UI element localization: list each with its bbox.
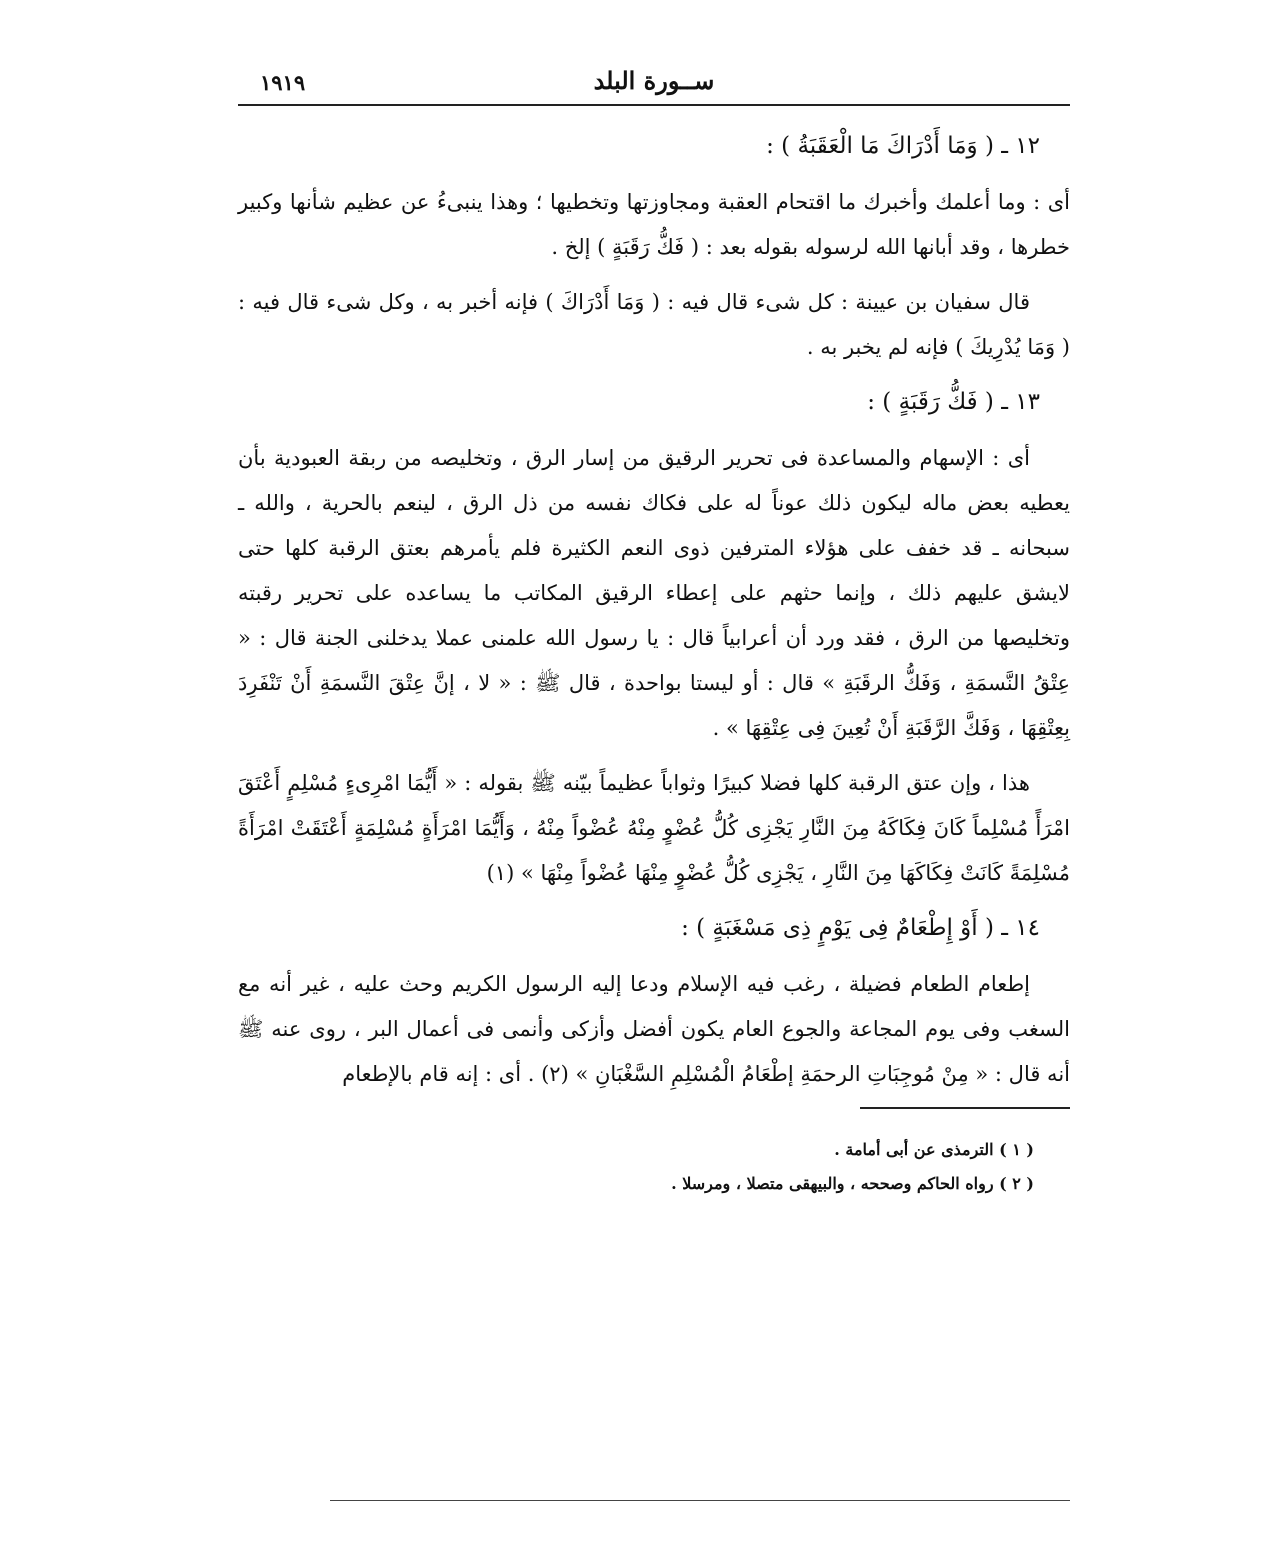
commentary-paragraph: قال سفيان بن عيينة : كل شىء قال فيه : ( وَمَا أَدْرَاكَ ) فإنه أخبر به ، وكل شىء قال فيه : ( وَمَا يُدْرِيكَ ) فإنه لم يخبر به . bbox=[238, 290, 1070, 359]
header-rule bbox=[238, 104, 1070, 106]
section-verse-14 bbox=[238, 910, 1070, 1097]
page-header bbox=[238, 60, 1070, 104]
page-number: ١٩١٩ bbox=[260, 70, 306, 95]
section-verse-13 bbox=[238, 384, 1070, 896]
book-page bbox=[238, 60, 1070, 1201]
footnotes-block bbox=[238, 1107, 1070, 1201]
commentary-paragraph: إطعام الطعام فضيلة ، رغب فيه الإسلام ودعا إليه الرسول الكريم وحث عليه ، غير أنه مع السغب وفى يوم المجاعة والجوع العام يكون أفضل وأزكى وأنمى فى أعمال البر ، روى عنه ﷺ أنه قال : « مِنْ مُوجِبَاتِ الرحمَةِ إطْعَامُ الْمُسْلِمِ السَّغْبَانِ » (٢) . أى : إنه قام بالإطعام bbox=[238, 972, 1070, 1086]
commentary-paragraph: هذا ، وإن عتق الرقبة كلها فضلا كبيرًا وثواباً عظيماً بيّنه ﷺ بقوله : « أَيُّمَا امْرِىءٍ مُسْلِمٍ أَعْتَقَ امْرَأً مُسْلِماً كَانَ فِكَاكَهُ مِنَ النَّارِ يَجْزِى كُلُّ عُضْوٍ مِنْهُ عُضْواً مِنْهُ ، وَأَيُّمَا امْرَأَةٍ مُسْلِمَةٍ أَعْتَقَتْ امْرَأَةً مُسْلِمَةً كَانَتْ فِكَاكَهَا مِنَ النَّارِ ، يَجْزِى كُلُّ عُضْوٍ مِنْهَا عُضْواً مِنْهَا » (١) bbox=[238, 771, 1070, 885]
surah-title: ســورة البلد bbox=[593, 66, 715, 95]
footnote-1: ( ١ ) الترمذى عن أبى أمامة . bbox=[834, 1140, 1034, 1159]
verse-heading: ١٣ ـ ( فَكُّ رَقَبَةٍ ) : bbox=[867, 389, 1040, 415]
commentary-paragraph: أى : وما أعلمك وأخبرك ما اقتحام العقبة ومجاوزتها وتخطيها ؛ وهذا ينبىءُ عن عظيم شأنها وكبير خطرها ، وقد أبانها الله لرسوله بقوله بعد : ( فَكُّ رَقَبَةٍ ) إلخ . bbox=[238, 190, 1070, 259]
bottom-rule bbox=[330, 1500, 1070, 1501]
footnote-rule bbox=[860, 1107, 1070, 1109]
commentary-paragraph: أى : الإسهام والمساعدة فى تحرير الرقيق من إسار الرق ، وتخليصه من ربقة العبودية بأن يعطيه بعض ماله ليكون ذلك عوناً له على فكاك نفسه من ذل الرق ، لينعم بالحرية ، والله ـ سبحانه ـ قد خفف على هؤلاء المترفين ذوى النعم الكثيرة فلم يأمرهم بعتق الرقبة كلها حتى لايشق عليهم ذلك ، وإنما حثهم على إعطاء الرقيق المكاتب ما يساعده على تحرير رقبته وتخليصها من الرق ، فقد ورد أن أعرابياً قال : يا رسول الله علمنى عملا يدخلنى الجنة قال : « عِتْقُ النَّسمَةِ ، وَفَكُّ الرقَبَةِ » قال : أو ليستا بواحدة ، قال ﷺ : « لا ، إنَّ عِتْقَ النَّسمَةِ أَنْ تَنْفَرِدَ بِعِتْقِهَا ، وَفَكَّ الرَّقَبَةِ أَنْ تُعِينَ فِى عِتْقِهَا » . bbox=[238, 446, 1070, 740]
section-verse-12 bbox=[238, 128, 1070, 370]
verse-heading: ١٢ ـ ( وَمَا أَدْرَاكَ مَا الْعَقَبَةُ ) : bbox=[766, 133, 1040, 159]
verse-heading: ١٤ ـ ( أَوْ إِطْعَامٌ فِى يَوْمٍ ذِى مَسْغَبَةٍ ) : bbox=[681, 915, 1040, 941]
footnote-2: ( ٢ ) رواه الحاكم وصححه ، والبيهقى متصلا ، ومرسلا . bbox=[671, 1174, 1034, 1193]
